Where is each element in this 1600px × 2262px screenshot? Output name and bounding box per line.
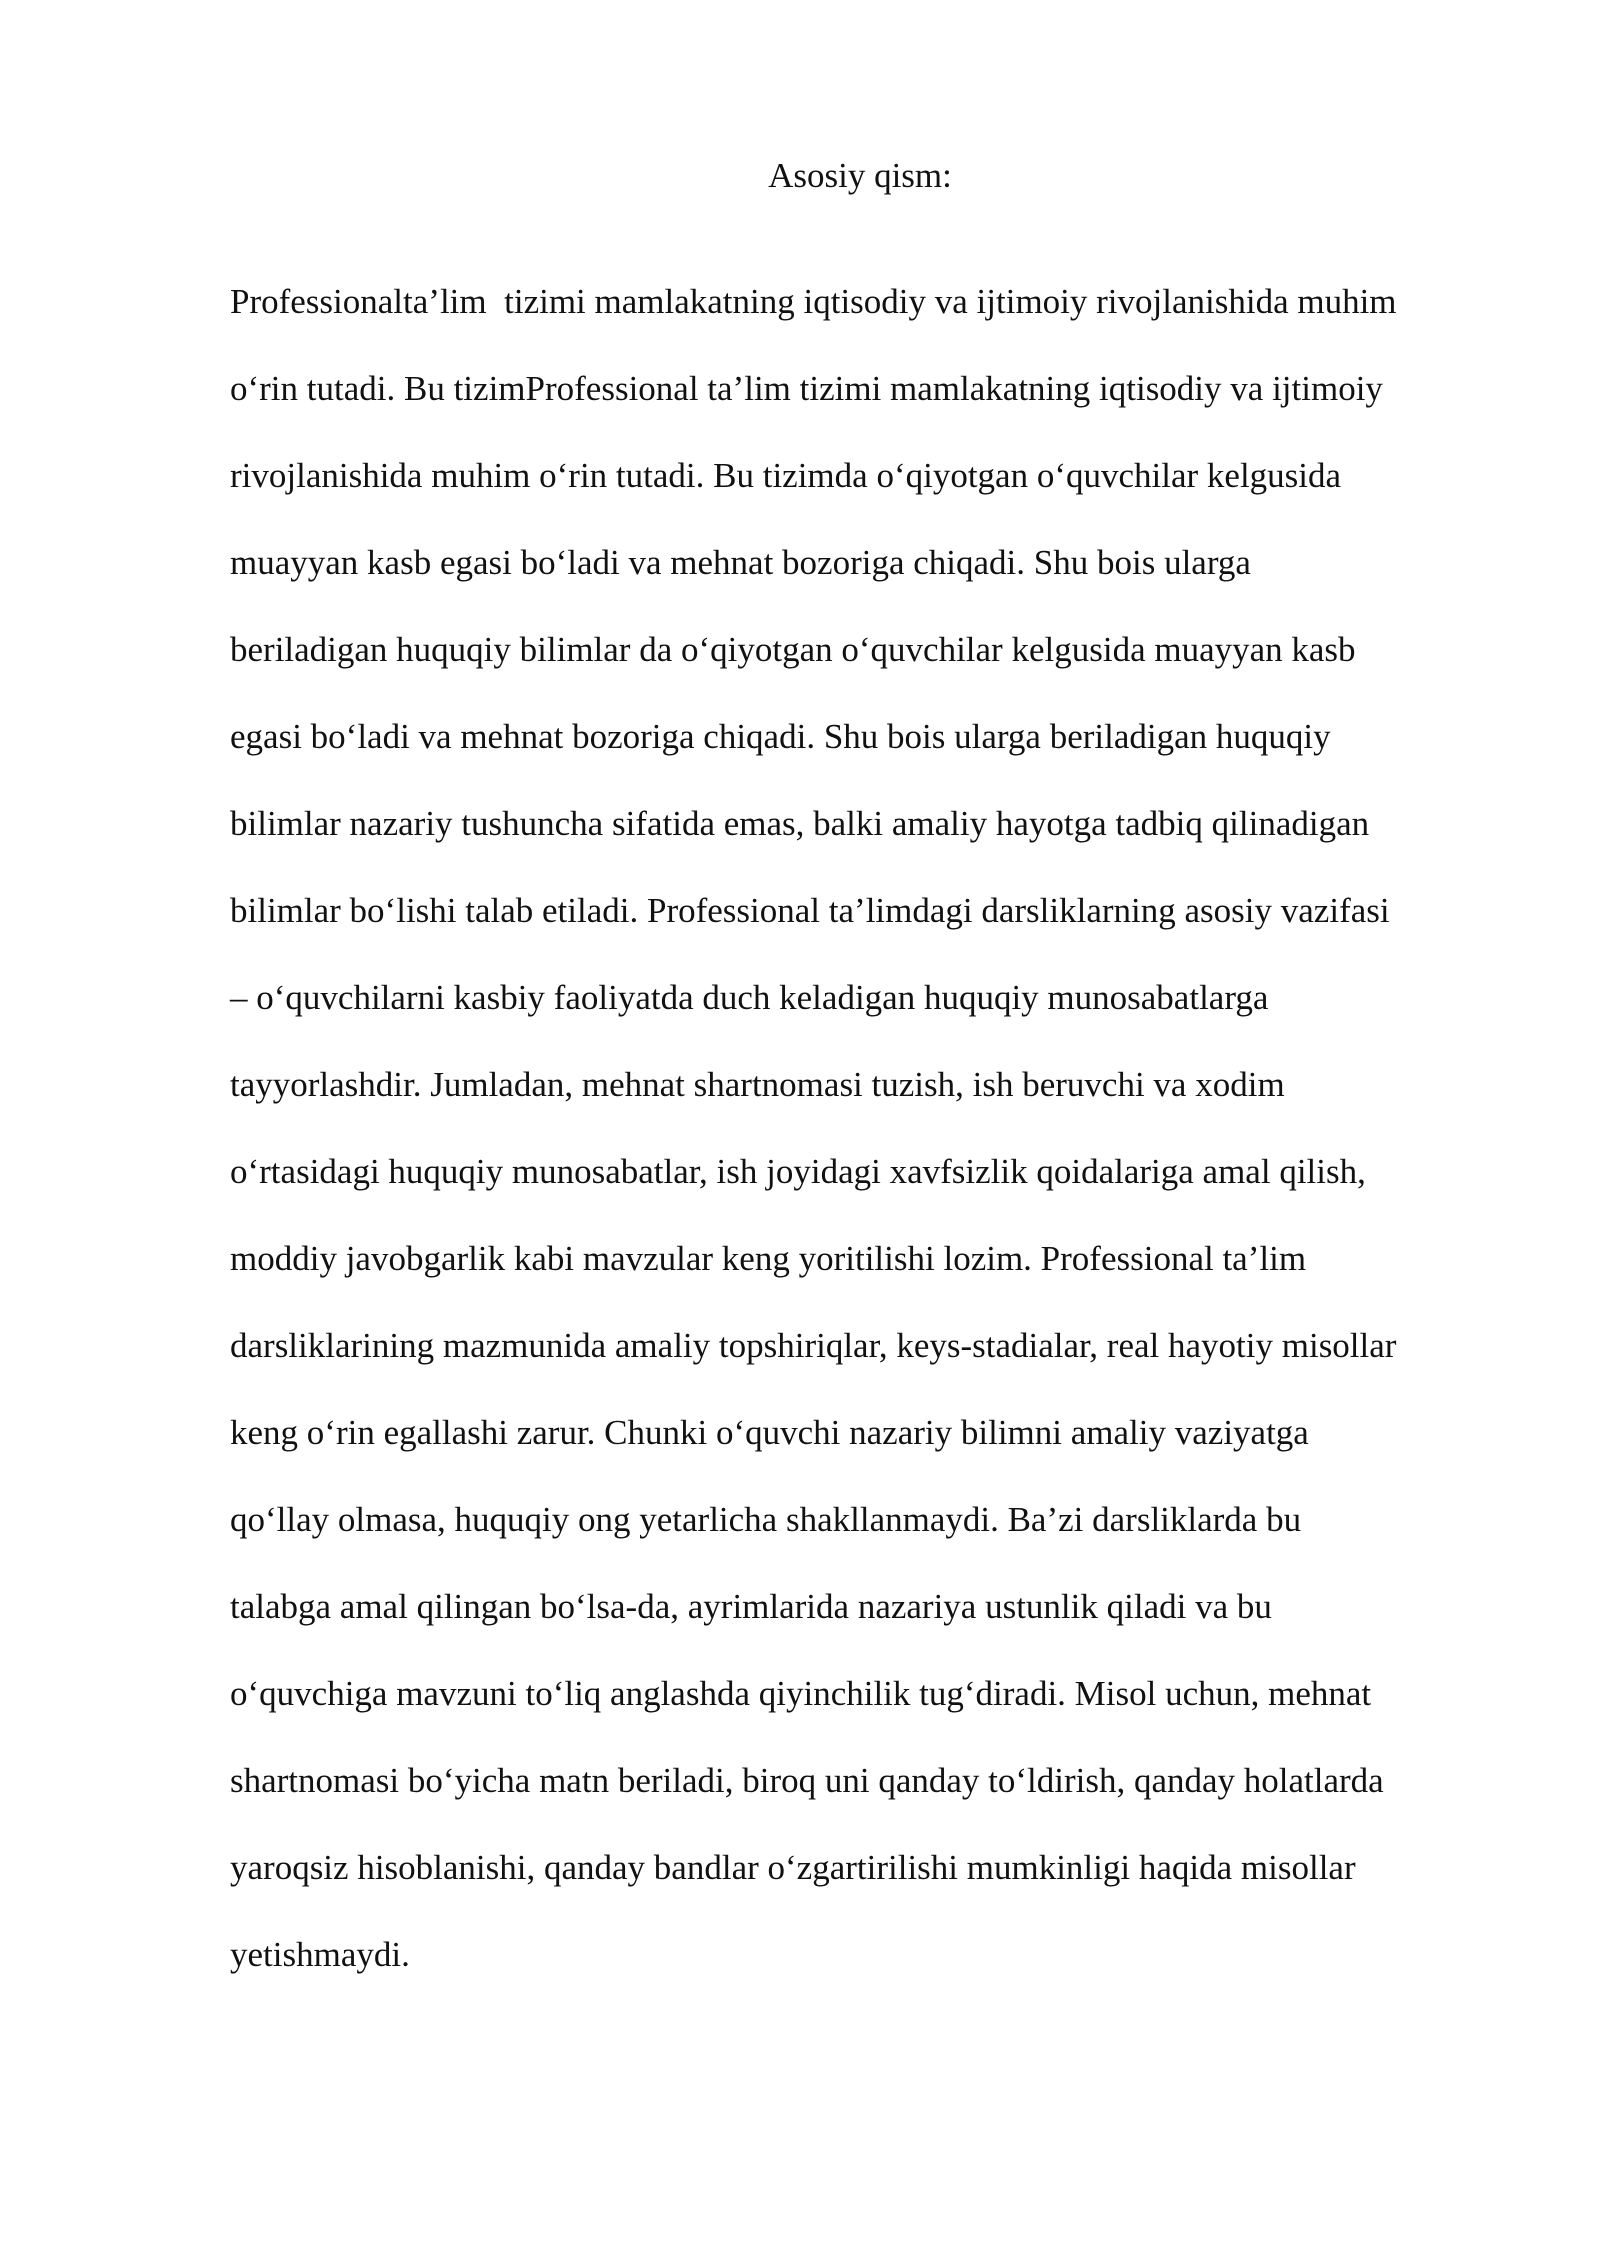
text-line: – o‘quvchilarni kasbiy faoliyatda duch keladigan huquqiy munosabatlarga	[230, 978, 1269, 1017]
text-line: beriladigan huquqiy bilimlar da o‘qiyotgan o‘quvchilar kelgusida muayyan kasb	[230, 630, 1356, 669]
text-line: bilimlar bo‘lishi talab etiladi. Professional ta’limdagi darsliklarning asosiy vazifasi	[230, 891, 1390, 930]
text-line: darsliklarining mazmunida amaliy topshiriqlar, keys-stadialar, real hayotiy misollar	[230, 1326, 1397, 1365]
text-line: bilimlar nazariy tushuncha sifatida emas, balki amaliy hayotga tadbiq qilinadigan	[230, 804, 1370, 843]
text-line: o‘quvchiga mavzuni to‘liq anglashda qiyinchilik tug‘diradi. Misol uchun, mehnat	[230, 1674, 1372, 1713]
text-line: Professionalta’lim tizimi mamlakatning iqtisodiy va ijtimoiy rivojlanishida muhim	[230, 282, 1397, 321]
text-line: yaroqsiz hisoblanishi, qanday bandlar o‘zgartirilishi mumkinligi haqida misollar	[230, 1848, 1356, 1887]
text-line: egasi bo‘ladi va mehnat bozoriga chiqadi. Shu bois ularga beriladigan huquqiy	[230, 717, 1331, 756]
text-line: moddiy javobgarlik kabi mavzular keng yoritilishi lozim. Professional ta’lim	[230, 1239, 1307, 1278]
text-line: muayyan kasb egasi bo‘ladi va mehnat bozoriga chiqadi. Shu bois ularga	[230, 543, 1251, 582]
text-line: shartnomasi bo‘yicha matn beriladi, biroq uni qanday to‘ldirish, qanday holatlarda	[230, 1761, 1384, 1800]
text-line: qo‘llay olmasa, huquqiy ong yetarlicha shakllanmaydi. Ba’zi darsliklarda bu	[230, 1500, 1302, 1539]
text-line: yetishmaydi.	[230, 1935, 410, 1974]
text-line: o‘rin tutadi. Bu tizimProfessional ta’lim tizimi mamlakatning iqtisodiy va ijtimoiy	[230, 369, 1383, 408]
section-heading: Asosiy qism:	[768, 156, 952, 195]
text-line: rivojlanishida muhim o‘rin tutadi. Bu tizimda o‘qiyotgan o‘quvchilar kelgusida	[230, 456, 1342, 495]
text-line: talabga amal qilingan bo‘lsa-da, ayrimlarida nazariya ustunlik qiladi va bu	[230, 1587, 1272, 1626]
body-paragraph	[230, 258, 1510, 1998]
text-line: o‘rtasidagi huquqiy munosabatlar, ish joyidagi xavfsizlik qoidalariga amal qilish,	[230, 1152, 1366, 1191]
text-line: tayyorlashdir. Jumladan, mehnat shartnomasi tuzish, ish beruvchi va xodim	[230, 1065, 1285, 1104]
text-line: keng o‘rin egallashi zarur. Chunki o‘quvchi nazariy bilimni amaliy vaziyatga	[230, 1413, 1309, 1452]
